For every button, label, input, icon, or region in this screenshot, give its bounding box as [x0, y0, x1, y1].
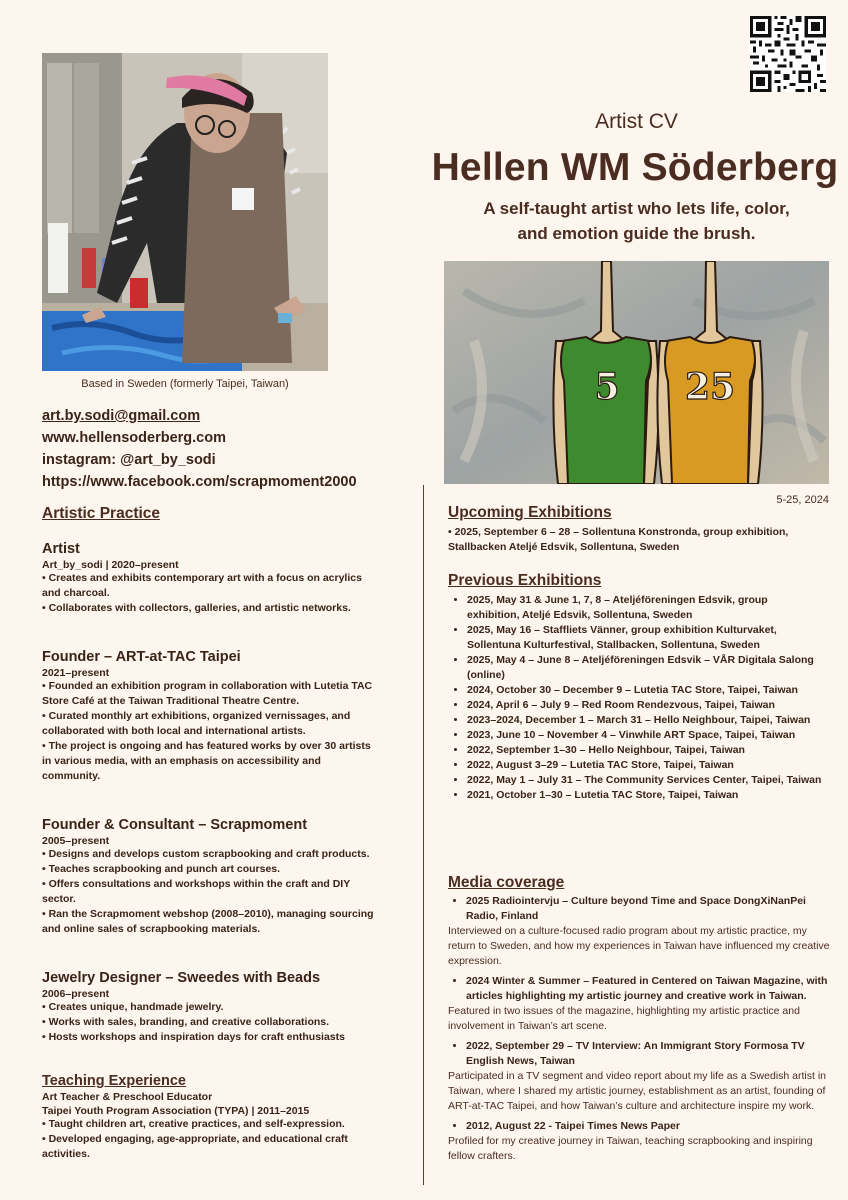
tagline: [444, 196, 829, 246]
exhibition-item: • 2022, August 3–29 – Lutetia TAC Store, Taipei, Taiwan: [467, 758, 823, 773]
jersey-number-left: 5: [594, 366, 620, 408]
upcoming-item: • 2025, September 6 – 28 – Sollentuna Konstronda, group exhibition, Stallbacken Ateljé Edsvik, Sollentuna, Sweden: [448, 526, 789, 553]
media-headline: • 2025 Radiointervju – Culture beyond Time and Space DongXiNanPei Radio, Finland: [466, 894, 830, 924]
media-description: Interviewed on a culture-focused radio program about my artistic practice, my return to Sweden, and how my experiences in Taiwan have influenced my creative expression.: [448, 925, 830, 967]
role-scrapmoment: [42, 817, 377, 937]
exhibition-item: • 2022, September 1–30 – Hello Neighbour, Taipei, Taiwan: [467, 743, 823, 758]
teaching-role: Art Teacher & Preschool Educator: [42, 1091, 213, 1103]
role-bullet: • Creates unique, handmade jewelry.: [42, 1001, 224, 1013]
exhibition-item: • 2023, June 10 – November 4 – Vinwhile ART Space, Taipei, Taiwan: [467, 728, 823, 743]
role-meta: Art_by_sodi | 2020–present: [42, 559, 179, 571]
website-link[interactable]: www.hellensoderberg.com: [42, 430, 226, 446]
role-artist: [42, 541, 377, 616]
column-divider: [423, 485, 424, 1185]
role-bullet: • Offers consultations and workshops within the craft and DIY sector.: [42, 878, 351, 905]
role-bullet: • Designs and develops custom scrapbooking and craft products.: [42, 848, 370, 860]
teaching-bullet: • Developed engaging, age-appropriate, and educational craft activities.: [42, 1133, 348, 1160]
photo-caption: Based in Sweden (formerly Taipei, Taiwan): [81, 378, 289, 390]
role-bullet: • Ran the Scrapmoment webshop (2008–2010), managing sourcing and online sales of scrapbooking materials.: [42, 908, 374, 935]
role-title: Founder – ART-at-TAC Taipei: [42, 649, 241, 665]
jersey-number-right: 25: [684, 366, 736, 408]
media-description: Featured in two issues of the magazine, highlighting my artistic practice and involvement in Taiwan’s art scene.: [448, 1005, 800, 1032]
role-bullet: • Hosts workshops and inspiration days for craft enthusiasts: [42, 1031, 345, 1043]
role-bullet: • Teaches scrapbooking and punch art courses.: [42, 863, 281, 875]
role-bullet: • Collaborates with collectors, galleries, and artistic networks.: [42, 602, 351, 614]
role-bullet: • The project is ongoing and has featured works by over 30 artists in various media, with an emphasis on accessibility and community.: [42, 740, 371, 782]
artist-photo: [42, 53, 328, 371]
cv-subtitle: Artist CV: [595, 110, 678, 133]
media-title: Media coverage: [448, 874, 565, 891]
role-title: Artist: [42, 541, 80, 557]
exhibition-item: • 2024, October 30 – December 9 – Lutetia TAC Store, Taipei, Taiwan: [467, 683, 823, 698]
upcoming-title: Upcoming Exhibitions: [448, 504, 612, 521]
email-link[interactable]: art.by.sodi@gmail.com: [42, 408, 201, 424]
exhibition-item: • 2022, May 1 – July 31 – The Community Services Center, Taipei, Taiwan: [467, 773, 823, 788]
tagline-line-1: A self-taught artist who lets life, color,: [483, 199, 790, 218]
media-headline: • 2022, September 29 – TV Interview: An Immigrant Story Formosa TV English News, Taiwan: [466, 1039, 830, 1069]
painting-caption: 5-25, 2024: [776, 494, 829, 506]
role-meta: 2021–present: [42, 667, 110, 679]
teaching-org: Taipei Youth Program Association (TYPA) | 2011–2015: [42, 1105, 310, 1117]
artistic-practice-title: Artistic Practice: [42, 505, 161, 522]
role-meta: 2005–present: [42, 835, 110, 847]
exhibition-item: • 2025, May 16 – Stafflіets Vänner, group exhibition Kulturvaket, Sollentuna Kulturfestival, Stallbacken, Sollentuna, Sweden: [467, 623, 823, 653]
exhibition-item: • 2023–2024, December 1 – March 31 – Hello Neighbour, Taipei, Taiwan: [467, 713, 823, 728]
exhibition-item: • 2021, October 1–30 – Lutetia TAC Store, Taipei, Taiwan: [467, 788, 823, 803]
previous-list: [448, 593, 823, 803]
teaching-section: [42, 1073, 377, 1162]
role-bullet: • Creates and exhibits contemporary art with a focus on acrylics and charcoal.: [42, 572, 362, 599]
facebook-link[interactable]: https://www.facebook.com/scrapmoment2000: [42, 474, 357, 490]
painting-image: [444, 261, 829, 484]
media-description: Profiled for my creative journey in Taiwan, teaching scrapbooking and inspiring fellow crafters.: [448, 1135, 813, 1162]
instagram-link[interactable]: instagram: @art_by_sodi: [42, 452, 216, 468]
tagline-line-2: and emotion guide the brush.: [517, 224, 756, 243]
teaching-bullet: • Taught children art, creative practices, and self-expression.: [42, 1118, 345, 1130]
media-headline: • 2024 Winter & Summer – Featured in Centered on Taiwan Magazine, with articles highlighting my artistic journey and creative work in Taiwan.: [466, 974, 830, 1004]
exhibition-item: • 2025, May 4 – June 8 – Ateljéföreningen Edsvik – VÅR Digitala Salong (online): [467, 653, 823, 683]
media-description: Participated in a TV segment and video report about my life as a Swedish artist in Taiwan, where I shared my artistic journey, establishment as an artist, founding of ART-at-TAC Taipei, and how Taiwan’s culture and architecture inspire my work.: [448, 1070, 827, 1112]
contact-block: [42, 405, 422, 493]
exhibition-item: • 2025, May 31 & June 1, 7, 8 – Ateljéföreningen Edsvik, group exhibition, Ateljé Edsvik, Sollentuna, Sweden: [467, 593, 823, 623]
role-bullet: • Works with sales, branding, and creative collaborations.: [42, 1016, 330, 1028]
teaching-title: Teaching Experience: [42, 1073, 186, 1089]
artist-name: Hellen WM Söderberg: [431, 146, 839, 189]
previous-title: Previous Exhibitions: [448, 572, 602, 589]
role-title: Founder & Consultant – Scrapmoment: [42, 817, 308, 833]
role-meta: 2006–present: [42, 988, 110, 1000]
role-bullet: • Curated monthly art exhibitions, organized vernissages, and collaborated with both local and international artists.: [42, 710, 351, 737]
role-jewelry: [42, 970, 387, 1045]
media-list: [448, 894, 830, 1164]
media-headline: • 2012, August 22 - Taipei Times News Paper: [466, 1119, 830, 1134]
role-bullet: • Founded an exhibition program in collaboration with Lutetia TAC Store Café at the Taiwan Traditional Theatre Centre.: [42, 680, 373, 707]
qr-code[interactable]: [750, 16, 826, 92]
role-title: Jewelry Designer – Sweedes with Beads: [42, 970, 321, 986]
exhibition-item: • 2024, April 6 – July 9 – Red Room Rendezvous, Taipei, Taiwan: [467, 698, 823, 713]
role-art-at-tac: [42, 649, 377, 784]
